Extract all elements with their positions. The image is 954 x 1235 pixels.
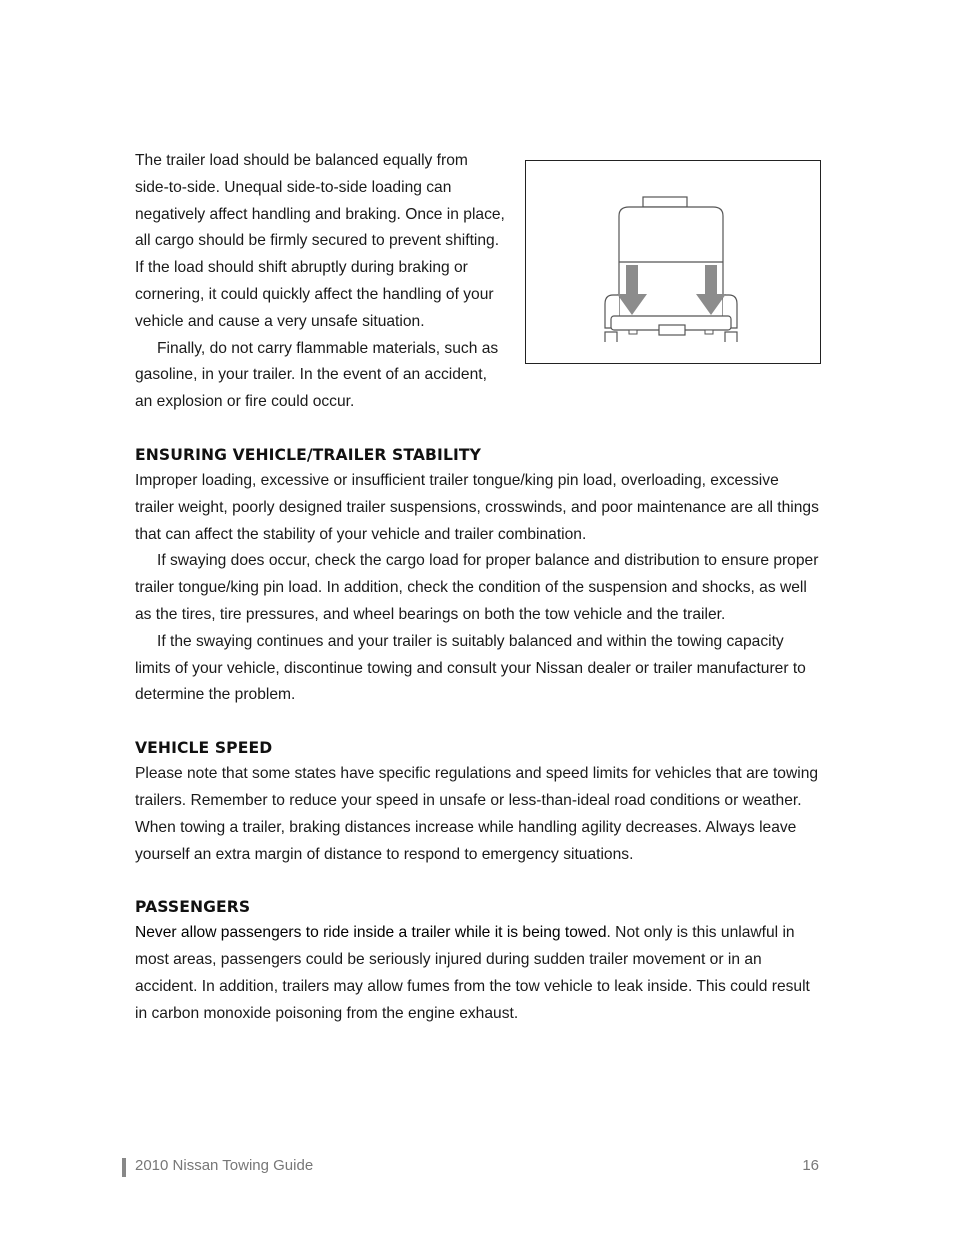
stability-paragraph-3: If the swaying continues and your trailer is suitably balanced and within the towing capacity limits of your vehicle, discontinue towing and consult your Nissan dealer or trailer manufacturer to determine the problem. (135, 632, 806, 704)
passengers-body: . Not only is this unlawful in most areas, passengers could be seriously injured during sudden trailer movement or in an accident. In addition, trailers may allow fumes from the tow vehicle to leak inside. This could result in carbon monoxide poisoning from the engine exhaust. (135, 924, 810, 1022)
stability-paragraph-1: Improper loading, excessive or insufficient trailer tongue/king pin load, overloading, excessive trailer weight, poorly designed trailer suspensions, crosswinds, and poor maintenance are all things that can affect the stability of your vehicle and trailer combination. (135, 471, 819, 543)
passengers-section (135, 894, 821, 1027)
speed-section (135, 735, 821, 868)
passengers-heading: PASSENGERS (135, 898, 251, 917)
footer-bar (122, 1158, 126, 1177)
trailer-illustration (525, 160, 821, 364)
speed-paragraph-1: Please note that some states have specific regulations and speed limits for vehicles that are towing trailers. Remember to reduce your speed in unsafe or less-than-ideal road conditions or weather. When towing a trailer, braking distances increase while handling agility decreases. Always leave yourself an extra margin of distance to respond to emergency situations. (135, 765, 819, 863)
page-content (135, 148, 821, 1028)
passengers-paragraph (135, 920, 821, 1027)
stability-section (135, 442, 821, 709)
passengers-warning-lead: Never allow passengers to ride inside a trailer while it is being towed (135, 924, 607, 942)
intro-paragraph-2: Finally, do not carry flammable materials, such as gasoline, in your trailer. In the event of an accident, an explosion or fire could occur. (135, 339, 499, 411)
speed-heading: VEHICLE SPEED (135, 739, 273, 758)
stability-heading: ENSURING VEHICLE/TRAILER STABILITY (135, 445, 482, 464)
stability-paragraph-2: If swaying does occur, check the cargo load for proper balance and distribution to ensure proper trailer tongue/king pin load. In addition, check the condition of the suspension and shocks, as well as the tires, tire pressures, and wheel bearings on both the tow vehicle and the trailer. (135, 552, 819, 623)
intro-paragraph-1: The trailer load should be balanced equally from side-to-side. Unequal side-to-side loading can negatively affect handling and braking. Once in place, all cargo should be firmly secured to prevent shifting. If the load should shift abruptly during braking or cornering, it could quickly affect the handling of your vehicle and cause a very unsafe situation. (135, 152, 505, 330)
trailer-rear-view-balanced-load-icon (593, 182, 753, 342)
page-number: 16 (802, 1157, 819, 1174)
footer-title: 2010 Nissan Towing Guide (135, 1157, 314, 1174)
page-footer (122, 1156, 822, 1178)
